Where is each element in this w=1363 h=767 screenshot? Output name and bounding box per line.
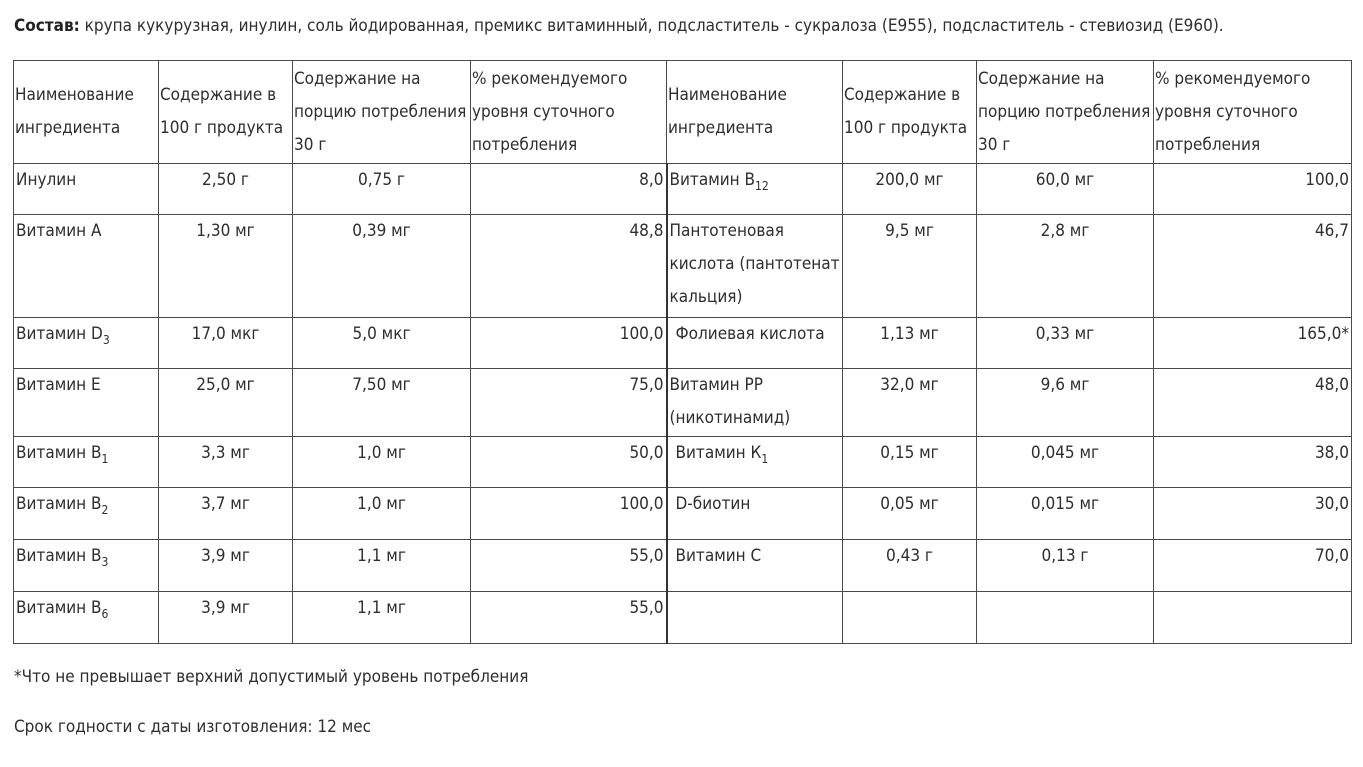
header-per100-2: Содержание в 100 г продукта bbox=[843, 61, 977, 164]
table-row bbox=[14, 592, 1352, 644]
percent-cell bbox=[1154, 592, 1352, 644]
per-serving-cell: 9,6 мг bbox=[977, 369, 1154, 437]
ingredient-cell bbox=[667, 437, 843, 488]
percent-cell: 55,0 bbox=[471, 592, 667, 644]
header-per-serving-2: Содержание на порцию потребления 30 г bbox=[977, 61, 1154, 164]
per-serving-cell: 0,75 г bbox=[293, 164, 471, 215]
ingredient-subscript: 1 bbox=[761, 452, 769, 466]
ingredient-name: Витамин В bbox=[16, 546, 102, 566]
per-serving-cell: 0,13 г bbox=[977, 540, 1154, 592]
ingredient-name: Инулин bbox=[16, 170, 77, 190]
per-serving-cell: 60,0 мг bbox=[977, 164, 1154, 215]
table-row bbox=[14, 164, 1352, 215]
per100-cell: 1,30 мг bbox=[159, 215, 293, 318]
per-serving-cell: 2,8 мг bbox=[977, 215, 1154, 318]
percent-cell: 55,0 bbox=[471, 540, 667, 592]
table-row bbox=[14, 318, 1352, 369]
per100-cell: 25,0 мг bbox=[159, 369, 293, 437]
per-serving-cell: 1,0 мг bbox=[293, 488, 471, 540]
header-name: Наименование ингредиента bbox=[14, 61, 159, 164]
percent-cell: 70,0 bbox=[1154, 540, 1352, 592]
per-serving-cell bbox=[977, 592, 1154, 644]
ingredient-name: D-биотин bbox=[675, 494, 751, 514]
percent-cell: 48,8 bbox=[471, 215, 667, 318]
per100-cell: 0,43 г bbox=[843, 540, 977, 592]
ingredient-subscript: 3 bbox=[102, 333, 110, 347]
ingredient-subscript: 1 bbox=[101, 452, 109, 466]
ingredient-subscript: 2 bbox=[101, 503, 109, 517]
ingredient-cell bbox=[14, 540, 159, 592]
per100-cell bbox=[843, 592, 977, 644]
percent-cell: 100,0 bbox=[471, 488, 667, 540]
ingredient-subscript: 6 bbox=[101, 607, 109, 621]
per100-cell: 9,5 мг bbox=[843, 215, 977, 318]
per-serving-cell: 7,50 мг bbox=[293, 369, 471, 437]
ingredient-subscript: 12 bbox=[755, 179, 769, 193]
per100-cell: 32,0 мг bbox=[843, 369, 977, 437]
ingredient-name: Витамин D bbox=[16, 324, 103, 344]
per100-cell: 3,9 мг bbox=[159, 592, 293, 644]
ingredient-subscript: 3 bbox=[101, 555, 109, 569]
per100-cell: 0,05 мг bbox=[843, 488, 977, 540]
ingredient-name: Витамин К bbox=[675, 443, 762, 463]
percent-cell: 50,0 bbox=[471, 437, 667, 488]
table-row bbox=[14, 540, 1352, 592]
ingredient-cell bbox=[14, 318, 159, 369]
ingredient-name: Витамин РР (никотинамид) bbox=[669, 375, 791, 428]
per100-cell: 200,0 мг bbox=[843, 164, 977, 215]
ingredient-name: Витамин В bbox=[16, 494, 102, 514]
per100-cell: 2,50 г bbox=[159, 164, 293, 215]
header-per100: Содержание в 100 г продукта bbox=[159, 61, 293, 164]
header-name-2: Наименование ингредиента bbox=[667, 61, 843, 164]
ingredient-name: Витамин В bbox=[16, 598, 102, 618]
ingredient-name: Витамин В bbox=[16, 443, 102, 463]
ingredient-cell bbox=[14, 488, 159, 540]
per-serving-cell: 1,0 мг bbox=[293, 437, 471, 488]
ingredient-name: Витамин С bbox=[675, 546, 762, 566]
per100-cell: 3,9 мг bbox=[159, 540, 293, 592]
ingredient-cell bbox=[667, 215, 843, 318]
header-percent-2: % рекомендуемого уровня суточного потребления bbox=[1154, 61, 1352, 164]
header-row bbox=[14, 61, 1352, 164]
ingredient-name: Фолиевая кислота bbox=[675, 324, 825, 344]
percent-cell: 48,0 bbox=[1154, 369, 1352, 437]
percent-cell: 100,0 bbox=[471, 318, 667, 369]
ingredient-cell bbox=[667, 164, 843, 215]
per100-cell: 3,7 мг bbox=[159, 488, 293, 540]
percent-cell: 46,7 bbox=[1154, 215, 1352, 318]
ingredient-cell bbox=[667, 488, 843, 540]
per-serving-cell: 0,015 мг bbox=[977, 488, 1154, 540]
ingredient-name: Витамин В bbox=[669, 170, 756, 190]
table-row bbox=[14, 437, 1352, 488]
composition-text bbox=[14, 14, 1354, 38]
footnote: *Что не превышает верхний допустимый уровень потребления bbox=[14, 667, 529, 687]
per-serving-cell: 0,39 мг bbox=[293, 215, 471, 318]
per100-cell: 0,15 мг bbox=[843, 437, 977, 488]
table-row bbox=[14, 215, 1352, 318]
percent-cell: 38,0 bbox=[1154, 437, 1352, 488]
percent-cell: 30,0 bbox=[1154, 488, 1352, 540]
ingredient-name: Витамин Е bbox=[16, 375, 101, 395]
ingredient-cell bbox=[667, 369, 843, 437]
percent-cell: 8,0 bbox=[471, 164, 667, 215]
ingredient-cell bbox=[667, 592, 843, 644]
per100-cell: 17,0 мкг bbox=[159, 318, 293, 369]
per-serving-cell: 1,1 мг bbox=[293, 540, 471, 592]
composition-label: Состав: bbox=[14, 16, 80, 36]
per100-cell: 3,3 мг bbox=[159, 437, 293, 488]
per-serving-cell: 1,1 мг bbox=[293, 592, 471, 644]
header-per-serving: Содержание на порцию потребления 30 г bbox=[293, 61, 471, 164]
ingredient-cell bbox=[14, 437, 159, 488]
per-serving-cell: 0,045 мг bbox=[977, 437, 1154, 488]
shelf-life: Срок годности с даты изготовления: 12 мес bbox=[14, 717, 372, 737]
ingredient-cell bbox=[14, 369, 159, 437]
per-serving-cell: 5,0 мкг bbox=[293, 318, 471, 369]
ingredient-cell bbox=[14, 164, 159, 215]
table-row bbox=[14, 488, 1352, 540]
table-row bbox=[14, 369, 1352, 437]
composition-body: крупа кукурузная, инулин, соль йодированная, премикс витаминный, подсластитель - сукралоза (Е955), подсластитель - стевиозид (Е960). bbox=[79, 16, 1224, 36]
nutrients-table bbox=[13, 60, 1352, 644]
per-serving-cell: 0,33 мг bbox=[977, 318, 1154, 369]
header-percent: % рекомендуемого уровня суточного потребления bbox=[471, 61, 667, 164]
per100-cell: 1,13 мг bbox=[843, 318, 977, 369]
ingredient-name: Витамин А bbox=[16, 221, 102, 241]
percent-cell: 165,0* bbox=[1154, 318, 1352, 369]
ingredient-cell bbox=[667, 318, 843, 369]
ingredient-cell bbox=[14, 215, 159, 318]
ingredient-name: Пантотеновая кислота (пантотенат кальция) bbox=[669, 221, 840, 307]
percent-cell: 75,0 bbox=[471, 369, 667, 437]
ingredient-cell bbox=[14, 592, 159, 644]
percent-cell: 100,0 bbox=[1154, 164, 1352, 215]
ingredient-cell bbox=[667, 540, 843, 592]
